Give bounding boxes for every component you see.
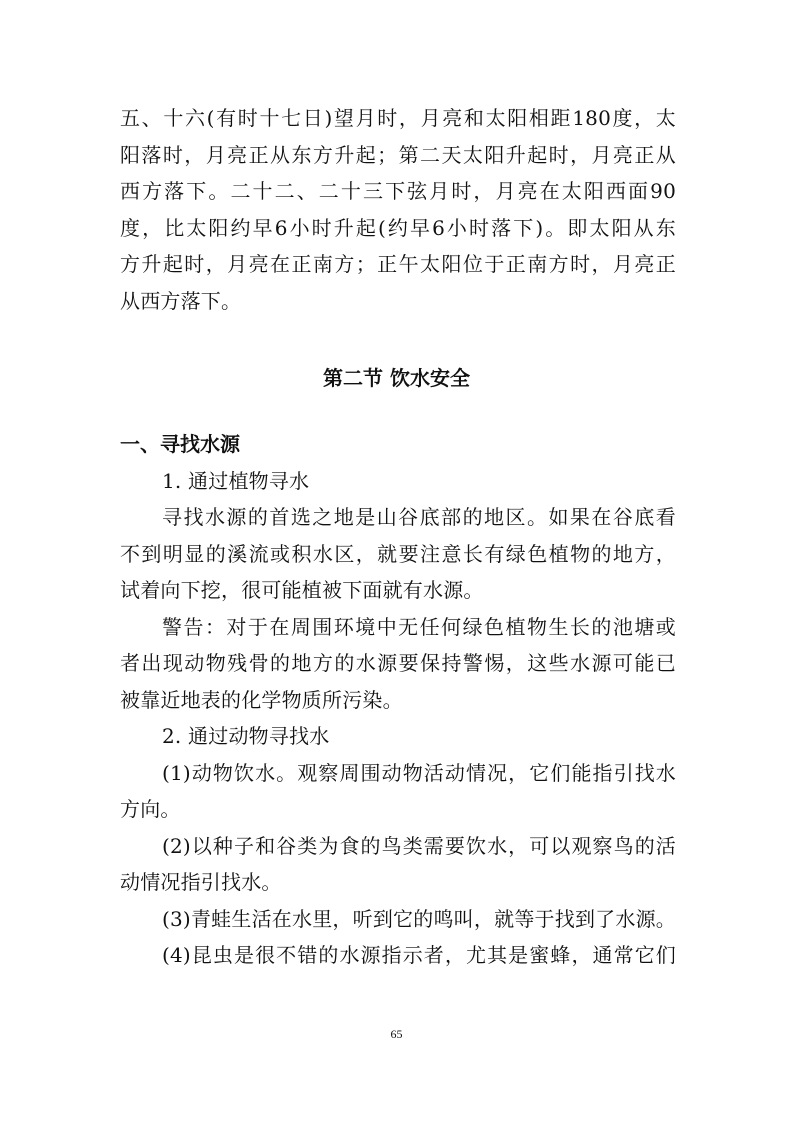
text-line: 警告：对于在周围环境中无任何绿色植物生长的池塘或	[162, 614, 676, 639]
text-line: 五、十六(有时十七日)望月时，月亮和太阳相距180度，太	[120, 106, 676, 130]
text-line: 阳落时，月亮正从东方升起；第二天太阳升起时，月亮正从	[120, 142, 676, 167]
text-line: 从西方落下。	[120, 288, 242, 313]
text-line: 动情况指引找水。	[120, 870, 282, 894]
text-line: 者出现动物残骨的地方的水源要保持警惕，这些水源可能已	[120, 651, 676, 675]
text-line: (2)以种子和谷类为食的鸟类需要饮水，可以观察鸟的活	[162, 833, 676, 858]
heading-find-water: 一、寻找水源	[120, 432, 240, 456]
text-line: 被靠近地表的化学物质所污染。	[120, 687, 403, 712]
text-line: (1)动物饮水。观察周围动物活动情况，它们能指引找水	[162, 760, 676, 785]
paragraph-moon	[120, 100, 676, 319]
text-line: (3)青蛙生活在水里，听到它的鸣叫，就等于找到了水源。	[162, 906, 676, 931]
text-line: 不到明显的溪流或积水区，就要注意长有绿色植物的地方，	[120, 541, 676, 566]
text-line: 度，比太阳约早6小时升起(约早6小时落下)。即太阳从东	[120, 215, 676, 240]
text-line: 寻找水源的首选之地是山谷底部的地区。如果在谷底看	[162, 505, 676, 529]
text-line: 方升起时，月亮在正南方；正午太阳位于正南方时，月亮正	[120, 252, 676, 276]
text-line: 方向。	[120, 797, 181, 821]
text-line: (4)昆虫是很不错的水源指示者，尤其是蜜蜂，通常它们	[162, 943, 676, 967]
subheading-plants: 1. 通过植物寻水	[162, 468, 310, 493]
page-number: 65	[390, 1027, 403, 1041]
section-title: 第二节 饮水安全	[323, 366, 470, 390]
text-line: 试着向下挖，很可能植被下面就有水源。	[120, 578, 484, 602]
subheading-animals: 2. 通过动物寻找水	[162, 724, 330, 748]
body-content	[120, 426, 676, 974]
text-line: 西方落下。二十二、二十三下弦月时，月亮在太阳西面90	[120, 179, 676, 203]
